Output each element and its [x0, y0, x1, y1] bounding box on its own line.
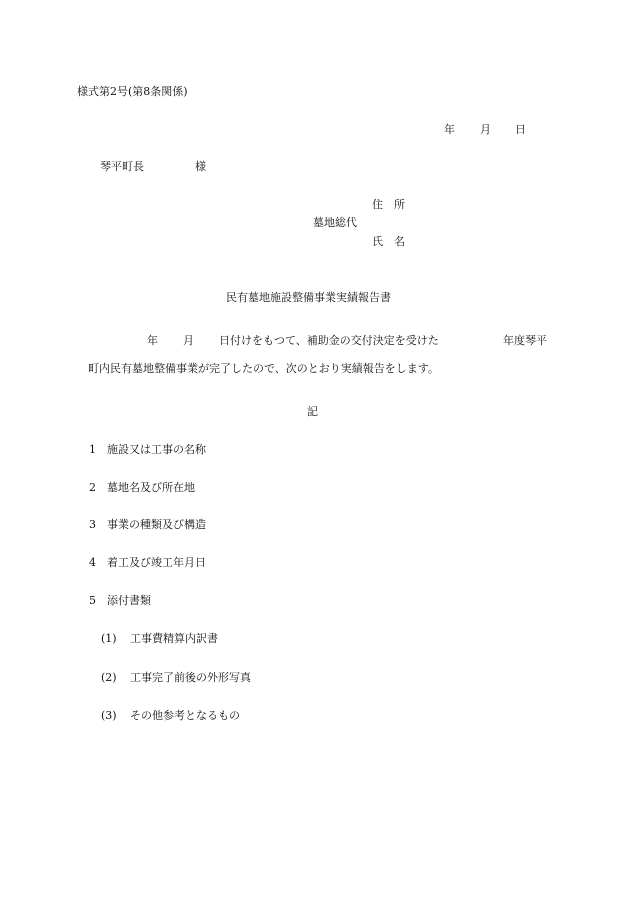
- date-year: 年: [444, 123, 455, 136]
- item-text: 施設又は工事の名称: [107, 443, 206, 456]
- representative-label: 墓地総代: [313, 216, 357, 229]
- item-text: 添付書類: [107, 594, 151, 607]
- item-number: 1: [89, 443, 96, 456]
- addressee-name: 琴平町長: [100, 160, 144, 173]
- name-label: 氏 名: [372, 235, 405, 248]
- attachment-text: 工事費精算内訳書: [130, 632, 218, 645]
- body-text-1: 日付けをもつて、補助金の交付決定を受けた: [219, 334, 439, 347]
- item-number: 4: [89, 556, 96, 569]
- item-text: 事業の種類及び構造: [107, 518, 206, 531]
- item-number: 2: [89, 481, 96, 494]
- item-number: 3: [89, 518, 96, 531]
- body-month: 月: [183, 334, 194, 347]
- attachment-number: (2): [101, 671, 117, 684]
- address-label: 住 所: [372, 198, 405, 211]
- body-text-2: 年度琴平: [503, 334, 547, 347]
- item-number: 5: [89, 594, 96, 607]
- body-year: 年: [147, 334, 158, 347]
- ki-heading: 記: [307, 405, 318, 418]
- attachment-text: 工事完了前後の外形写真: [130, 671, 251, 684]
- form-label: 様式第2号(第8条関係): [77, 85, 188, 98]
- addressee-honorific: 様: [195, 160, 206, 173]
- attachment-text: その他参考となるもの: [130, 709, 240, 722]
- item-text: 着工及び竣工年月日: [107, 556, 206, 569]
- date-month: 月: [480, 123, 491, 136]
- item-text: 墓地名及び所在地: [107, 481, 195, 494]
- date-day: 日: [515, 123, 526, 136]
- attachment-number: (3): [101, 709, 117, 722]
- attachment-number: (1): [101, 632, 117, 645]
- body-text-3: 町内民有墓地整備事業が完了したので、次のとおり実績報告をします。: [88, 362, 439, 375]
- document-title: 民有墓地施設整備事業実績報告書: [226, 291, 391, 304]
